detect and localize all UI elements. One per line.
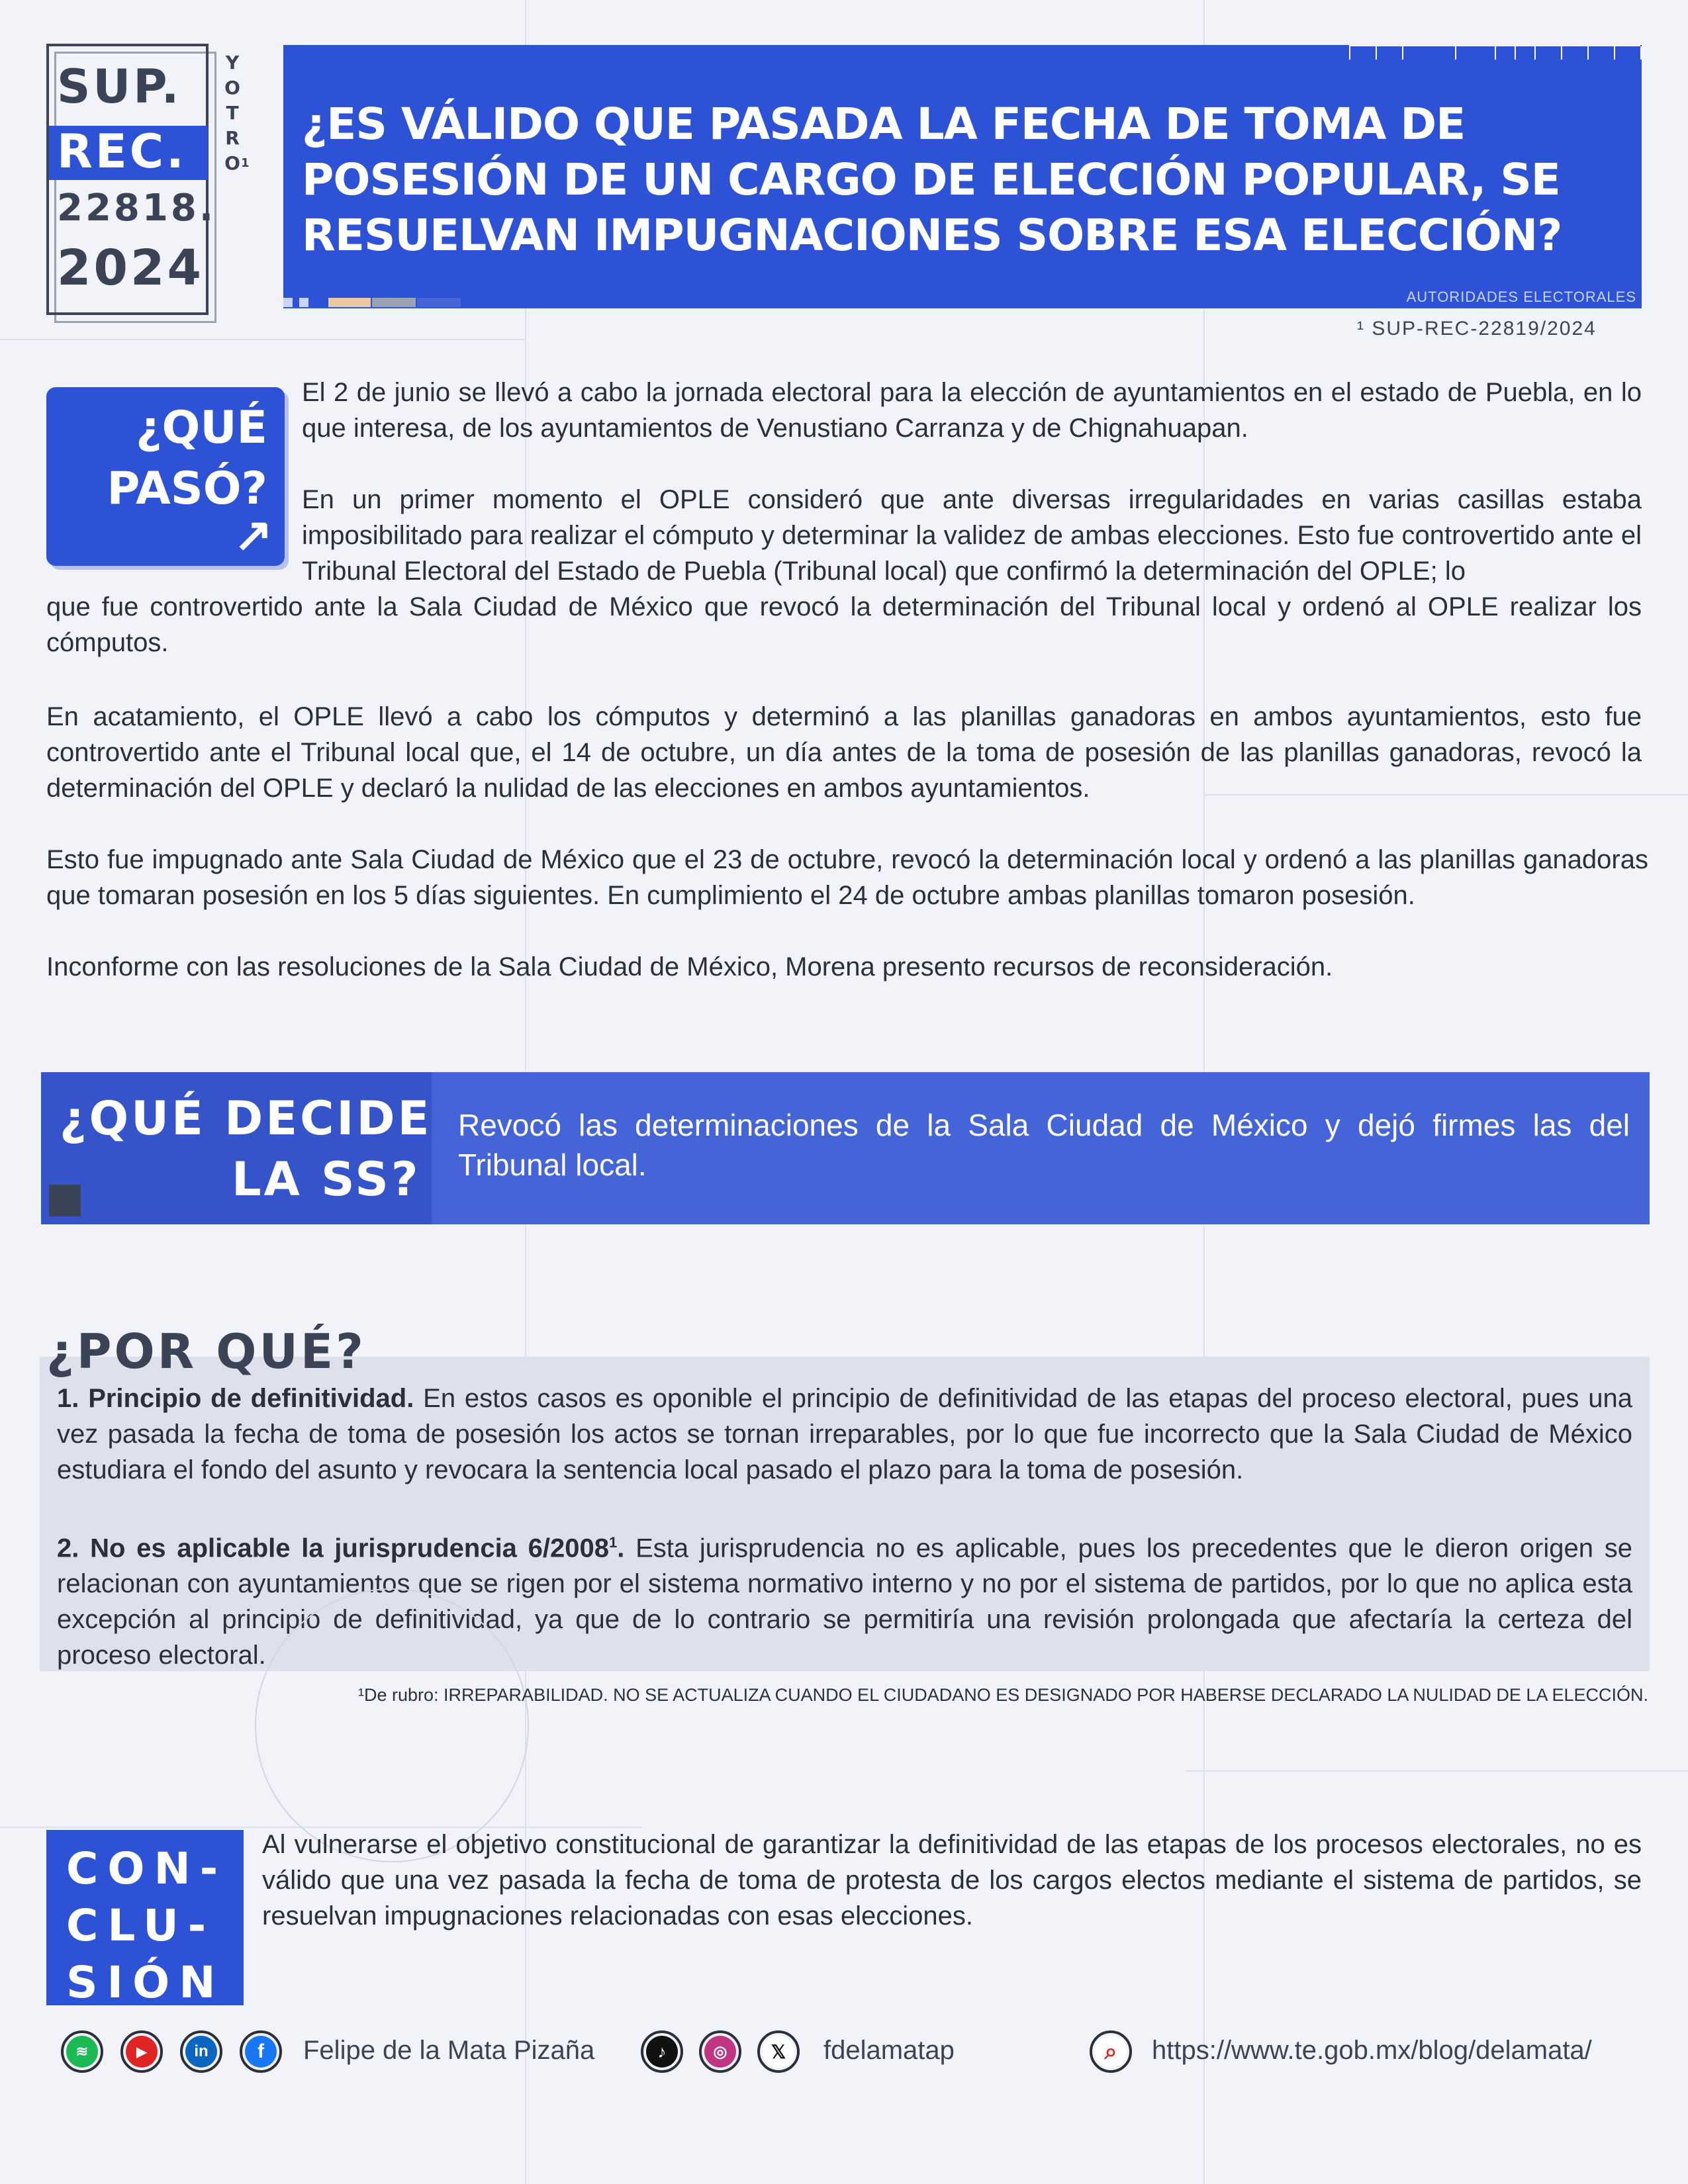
- que-paso-p2a: En un primer momento el OPLE consideró que ante diversas irregularidades en varias casillas estaba imposibilitado para realizar el cómputo y determinar la validez de ambas elecciones. Esto fue controvertido ante el Tribunal Electoral del Estado de Puebla (Tribunal local) que confirmó la determinación del OPLE; lo: [302, 485, 1642, 586]
- spotify-icon[interactable]: ≋: [61, 2030, 103, 2073]
- que-paso-p5: Inconforme con las resoluciones de la Sala Ciudad de México, Morena presento recursos de reconsideración.: [46, 952, 1333, 981]
- ruler-tick: [1614, 46, 1615, 60]
- yotro-text: [222, 50, 250, 176]
- title-footnote: ¹ SUP-REC-22819/2024: [1357, 318, 1597, 340]
- case-id-line1: SUP.: [57, 60, 182, 114]
- ruler-tick: [1349, 46, 1350, 60]
- yotro-letter: R: [225, 127, 240, 149]
- que-paso-p3: En acatamiento, el OPLE llevó a cabo los cómputos y determinó a las planillas ganadoras en ambos ayuntamientos, esto fue controvertido ante el Tribunal local que, el 14 de octubre, un día antes de la toma de posesión de las planillas ganadoras, revocó la determinación del OPLE y declaró la nulidad de las elecciones en ambos ayuntamientos.: [46, 702, 1642, 803]
- yotro-superscript: 1: [241, 156, 250, 170]
- conclusion-label-line3: SIÓN: [66, 1957, 225, 2008]
- youtube-icon[interactable]: ▶: [120, 2030, 163, 2073]
- yotro-letter: Y: [225, 52, 240, 73]
- que-paso-badge: [46, 387, 285, 566]
- conclusion-text: Al vulnerarse el objetivo constitucional de garantizar la definitividad de las etapas de los procesos electorales, no es válido que una vez pasada la fecha de toma de protesta de los cargos electos mediante el sistema de partidos, se resuelvan impugnaciones relacionadas con esas elecciones.: [262, 1830, 1642, 1931]
- title-banner: [283, 45, 1642, 308]
- por-que-item1: [57, 1381, 1632, 1488]
- por-que-item2-text: Esta jurisprudencia no es aplicable, pues los precedentes que le dieron origen se relacionan con ayuntamientos que se rigen por el sistema normativo interno y no por el sistema de partidos, por lo que no aplica esta excepción al principio de definitividad, ya que de lo contrario se permitiría una revisión prolongada que afectaría la certeza del proceso electoral.: [57, 1533, 1632, 1670]
- ruler-tick: [1587, 46, 1589, 60]
- case-id-box: [46, 44, 216, 315]
- yotro-letter: O: [224, 77, 240, 99]
- footer-url[interactable]: https://www.te.gob.mx/blog/delamata/: [1152, 2036, 1592, 2065]
- ruler-tick: [1515, 46, 1516, 60]
- decor-square: [49, 1185, 81, 1216]
- yotro-label: [222, 50, 250, 176]
- page-title: ¿ES VÁLIDO QUE PASADA LA FECHA DE TOMA DE POSESIÓN DE UN CARGO DE ELECCIÓN POPULAR, SE RESUELVAN IMPUGNACIONES SOBRE ESA ELECCIÓN?: [302, 99, 1562, 261]
- decor-bar: [417, 298, 461, 307]
- facebook-icon[interactable]: f: [240, 2030, 282, 2073]
- ruler-decoration: [1349, 45, 1640, 60]
- decor-bar: [328, 298, 371, 307]
- footer-handle[interactable]: fdelamatap: [823, 2036, 955, 2065]
- por-que-box: [40, 1357, 1650, 1671]
- x-icon[interactable]: 𝕏: [757, 2030, 800, 2073]
- case-id-line4: 2024: [57, 240, 204, 296]
- linkedin-icon[interactable]: in: [180, 2030, 222, 2073]
- decor-square: [299, 298, 308, 307]
- que-paso-p4: Esto fue impugnado ante Sala Ciudad de México que el 23 de octubre, revocó la determinación local y ordenó a las planillas ganadoras que tomaran posesión en los 5 días siguientes. En cumplimiento el 24 de octubre ambas planillas tomaron posesión.: [46, 845, 1648, 910]
- conclusion-label: [66, 1841, 227, 2011]
- footer-name[interactable]: Felipe de la Mata Pizaña: [303, 2036, 595, 2065]
- conclusion-badge: [46, 1830, 244, 2008]
- que-paso-p1: El 2 de junio se llevó a cabo la jornada electoral para la elección de ayuntamientos en el estado de Puebla, en lo que interesa, de los ayuntamientos de Venustiano Carranza y de Chignahuapan.: [302, 378, 1642, 443]
- category-tag: AUTORIDADES ELECTORALES: [1406, 289, 1636, 305]
- ruler-tick: [1640, 46, 1642, 60]
- que-decide-banner: [41, 1072, 1650, 1224]
- por-que-item1-title: 1. Principio de definitividad.: [57, 1384, 414, 1413]
- que-paso-label-line2: PASÓ?: [107, 463, 267, 515]
- que-decide-label: [60, 1088, 432, 1210]
- grid-line: [1185, 1770, 1688, 1772]
- ruler-tick: [1561, 46, 1562, 60]
- arrow-up-right-icon: ↗: [234, 509, 273, 561]
- decor-square: [283, 298, 293, 307]
- ruler-tick: [1495, 46, 1496, 60]
- por-que-item2-title-end: .: [617, 1533, 625, 1563]
- search-icon[interactable]: ⌕: [1090, 2030, 1132, 2073]
- yotro-letter: T: [226, 102, 239, 124]
- que-decide-label-line2: LA SS?: [232, 1152, 421, 1206]
- case-id-line3: 22818.: [57, 187, 216, 230]
- tiktok-icon[interactable]: ♪: [641, 2030, 683, 2073]
- que-decide-label-line1: ¿QUÉ DECIDE: [60, 1091, 432, 1146]
- por-que-footnote: ¹De rubro: IRREPARABILIDAD. NO SE ACTUALIZA CUANDO EL CIUDADANO ES DESIGNADO POR HABERSE DECLARADO LA NULIDAD DE LA ELECCIÓN.: [358, 1685, 1648, 1705]
- que-paso-p2b: que fue controvertido ante la Sala Ciudad de México que revocó la determinación del Tribunal local y ordenó al OPLE realizar los cómputos.: [46, 592, 1642, 657]
- decor-bar: [372, 298, 416, 307]
- que-paso-label: [107, 398, 267, 520]
- por-que-item2-title: 2. No es aplicable la jurisprudencia 6/2008: [57, 1533, 609, 1563]
- conclusion-label-line1: CON-: [66, 1843, 228, 1894]
- por-que-item1-text: En estos casos es oponible el principio de definitividad de las etapas del proceso electoral, pues una vez pasada la fecha de toma de posesión los actos se tornan irreparables, por lo que fue incorrecto que la Sala Ciudad de México estudiara el fondo del asunto y revocara la sentencia local pasado el plazo para la toma de posesión.: [57, 1384, 1632, 1484]
- por-que-item2-sup: 1: [608, 1534, 618, 1551]
- yotro-letter: O: [224, 152, 240, 174]
- que-decide-text: Revocó las determinaciones de la Sala Ciudad de México y dejó firmes las del Tribunal local.: [458, 1108, 1630, 1182]
- por-que-heading: ¿POR QUÉ?: [46, 1324, 366, 1379]
- ruler-tick: [1534, 46, 1536, 60]
- grid-line: [0, 339, 525, 340]
- conclusion-label-line2: CLU-: [66, 1900, 216, 1951]
- case-id-line2: REC.: [57, 124, 187, 179]
- ruler-tick: [1402, 46, 1403, 60]
- ruler-tick: [1455, 46, 1456, 60]
- que-paso-label-line1: ¿QUÉ: [136, 402, 267, 454]
- decor-circle: [255, 1588, 529, 1862]
- instagram-icon[interactable]: ◎: [699, 2030, 741, 2073]
- ruler-tick: [1376, 46, 1377, 60]
